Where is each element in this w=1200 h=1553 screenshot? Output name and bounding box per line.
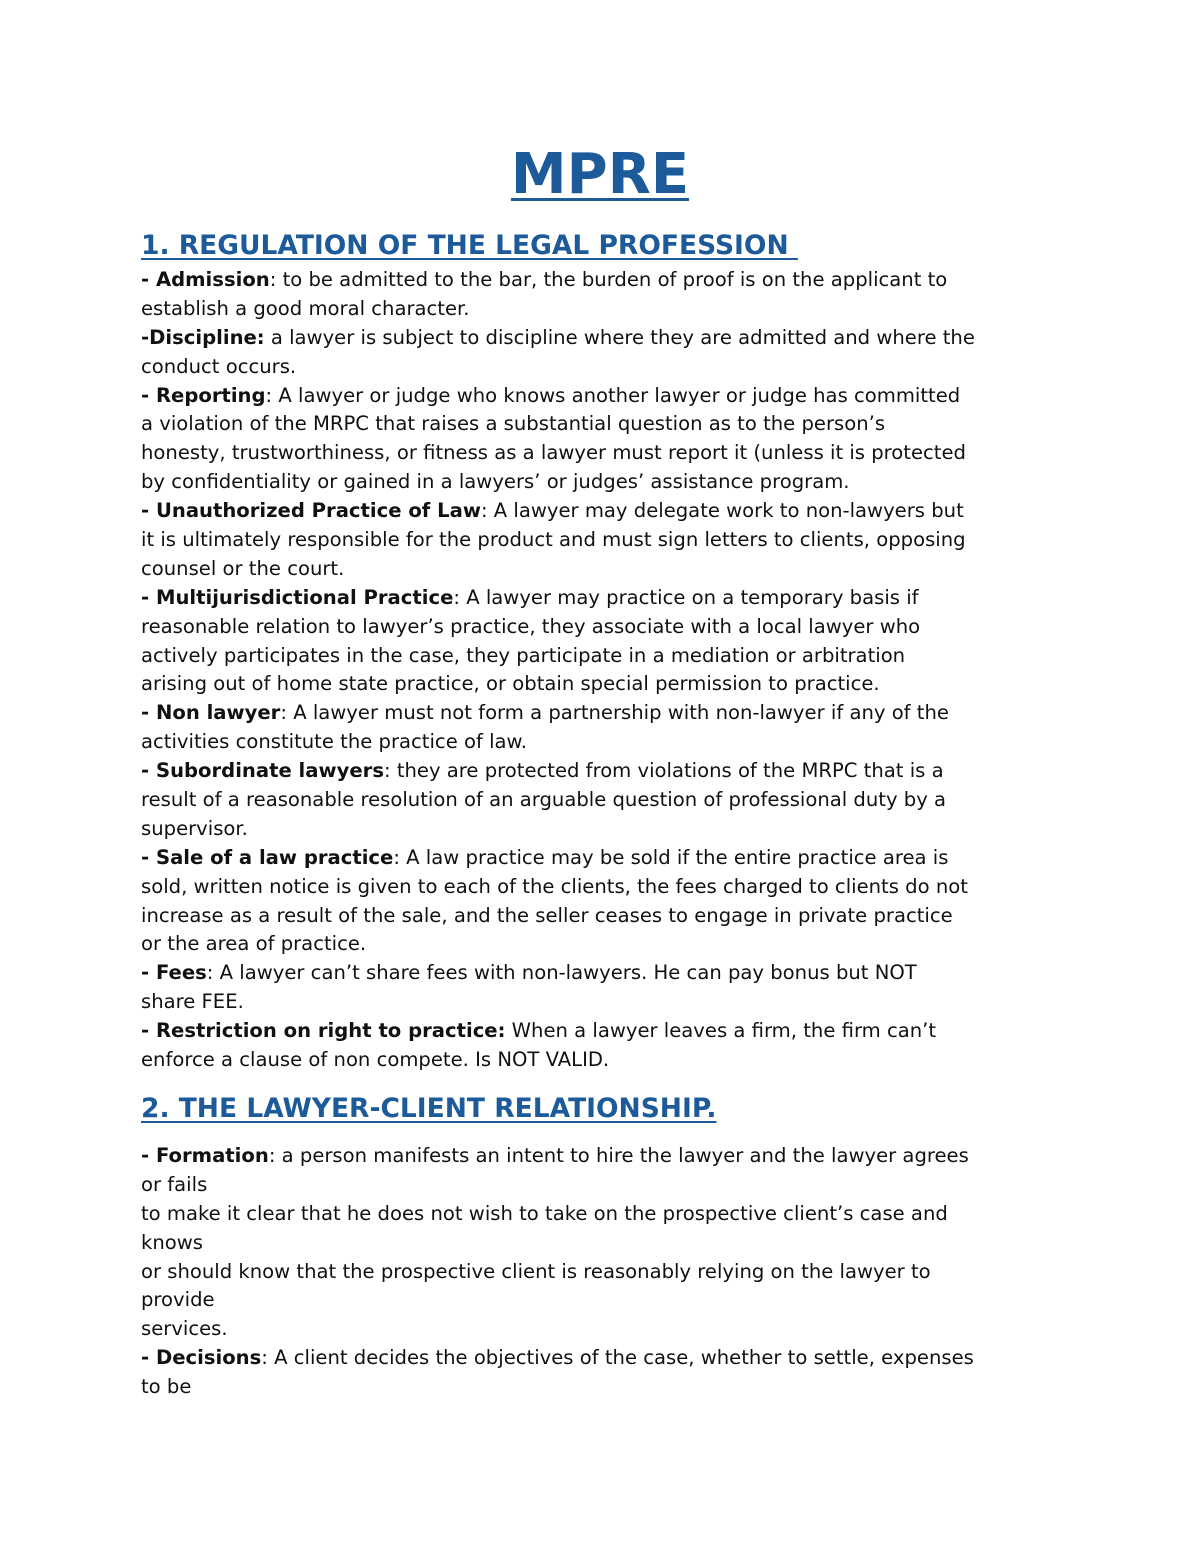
line-text: arising out of home state practice, or obtain special permission to practice. (141, 672, 880, 696)
line-text: sold, written notice is given to each of the clients, the fees charged to clients do not (141, 874, 968, 898)
line-text: : a person manifests an intent to hire the lawyer and the lawyer agrees (268, 1144, 969, 1167)
text-line (141, 324, 1071, 353)
text-line (141, 497, 1071, 526)
line-text: a violation of the MRPC that raises a substantial question as to the person’s (141, 412, 886, 436)
line-text: share FEE. (141, 990, 244, 1014)
line-text: : A lawyer may practice on a temporary basis if (453, 585, 919, 609)
line-text: increase as a result of the sale, and the seller ceases to engage in private practice (141, 903, 953, 927)
text-line (141, 1200, 1071, 1229)
text-line (141, 1286, 1071, 1315)
section-heading-lawyer-client: 2. THE LAWYER-CLIENT RELATIONSHIP. (141, 1093, 717, 1124)
text-line (141, 873, 1071, 902)
line-text: : A law practice may be sold if the entire practice area is (393, 845, 949, 869)
text-line (141, 902, 1071, 931)
term-label: - Restriction on right to practice: (141, 1019, 506, 1043)
text-line (141, 699, 1071, 728)
term-label: - Reporting (141, 383, 266, 407)
document-title: MPRE (510, 142, 690, 207)
text-line (141, 555, 1071, 584)
text-line (141, 526, 1071, 555)
line-text: knows (141, 1230, 203, 1254)
section-heading-regulation: 1. REGULATION OF THE LEGAL PROFESSION (141, 230, 798, 261)
term-label: - Fees (141, 961, 207, 985)
line-text: : A lawyer can’t share fees with non-lawyers. He can pay bonus but NOT (206, 961, 917, 985)
text-line (141, 266, 1071, 295)
text-line (141, 815, 1071, 844)
section-body-lawyer-client (141, 1142, 1071, 1402)
term-label: - Unauthorized Practice of Law (141, 499, 481, 523)
line-text: honesty, trustworthiness, or fitness as a lawyer must report it (unless it is protected (141, 441, 966, 465)
term-label: - Decisions (141, 1346, 262, 1370)
line-text: : to be admitted to the bar, the burden of proof is on the applicant to (269, 268, 948, 291)
line-text: : A lawyer must not form a partnership with non-lawyer if any of the (280, 701, 949, 725)
text-line (141, 468, 1071, 497)
line-text: actively participates in the case, they participate in a mediation or arbitration (141, 643, 906, 667)
line-text: to be (141, 1375, 192, 1399)
line-text: activities constitute the practice of law. (141, 730, 528, 754)
text-line (141, 786, 1071, 815)
text-line (141, 1229, 1071, 1258)
text-line (141, 1017, 1071, 1046)
text-line (141, 959, 1071, 988)
term-label: - Admission (141, 268, 270, 291)
line-text: by confidentiality or gained in a lawyers’ or judges’ assistance program. (141, 470, 850, 494)
text-line (141, 1373, 1071, 1402)
term-label: - Sale of a law practice (141, 845, 394, 869)
term-label: -Discipline: (141, 325, 265, 349)
line-text: a lawyer is subject to discipline where they are admitted and where the (264, 325, 975, 349)
line-text: conduct occurs. (141, 354, 297, 378)
line-text: supervisor. (141, 816, 248, 840)
line-text: services. (141, 1317, 228, 1341)
section-body-regulation (141, 266, 1071, 1075)
line-text: : they are protected from violations of the MRPC that is a (383, 759, 944, 783)
line-text: When a lawyer leaves a firm, the firm can’t (505, 1019, 937, 1043)
line-text: or fails (141, 1172, 208, 1196)
text-line (141, 382, 1071, 411)
term-label: - Subordinate lawyers (141, 759, 384, 783)
line-text: enforce a clause of non compete. Is NOT VALID. (141, 1048, 610, 1072)
text-line (141, 613, 1071, 642)
line-text: it is ultimately responsible for the product and must sign letters to clients, opposing (141, 528, 966, 552)
text-line (141, 1344, 1071, 1373)
text-line (141, 988, 1071, 1017)
text-line (141, 1258, 1071, 1287)
text-line (141, 1046, 1071, 1075)
term-label: - Multijurisdictional Practice (141, 585, 454, 609)
text-line (141, 1171, 1071, 1200)
line-text: result of a reasonable resolution of an arguable question of professional duty by a (141, 788, 947, 812)
text-line (141, 1142, 1071, 1171)
text-line (141, 584, 1071, 613)
text-line (141, 410, 1071, 439)
term-label: - Non lawyer (141, 701, 281, 725)
text-line (141, 930, 1071, 959)
line-text: : A client decides the objectives of the case, whether to settle, expenses (261, 1346, 974, 1370)
line-text: provide (141, 1288, 215, 1312)
line-text: establish a good moral character. (141, 296, 470, 320)
line-text: : A lawyer may delegate work to non-lawyers but (480, 499, 964, 523)
text-line (141, 353, 1071, 382)
text-line (141, 295, 1071, 324)
text-line (141, 844, 1071, 873)
text-line (141, 439, 1071, 468)
line-text: : A lawyer or judge who knows another lawyer or judge has committed (265, 383, 961, 407)
line-text: or the area of practice. (141, 932, 367, 956)
text-line (141, 1315, 1071, 1344)
text-line (141, 670, 1071, 699)
line-text: or should know that the prospective client is reasonably relying on the lawyer to (141, 1259, 931, 1283)
line-text: counsel or the court. (141, 556, 345, 580)
line-text: reasonable relation to lawyer’s practice, they associate with a local lawyer who (141, 614, 921, 638)
line-text: to make it clear that he does not wish to take on the prospective client’s case and (141, 1201, 948, 1225)
text-line (141, 757, 1071, 786)
term-label: - Formation (141, 1144, 269, 1167)
text-line (141, 642, 1071, 671)
text-line (141, 728, 1071, 757)
